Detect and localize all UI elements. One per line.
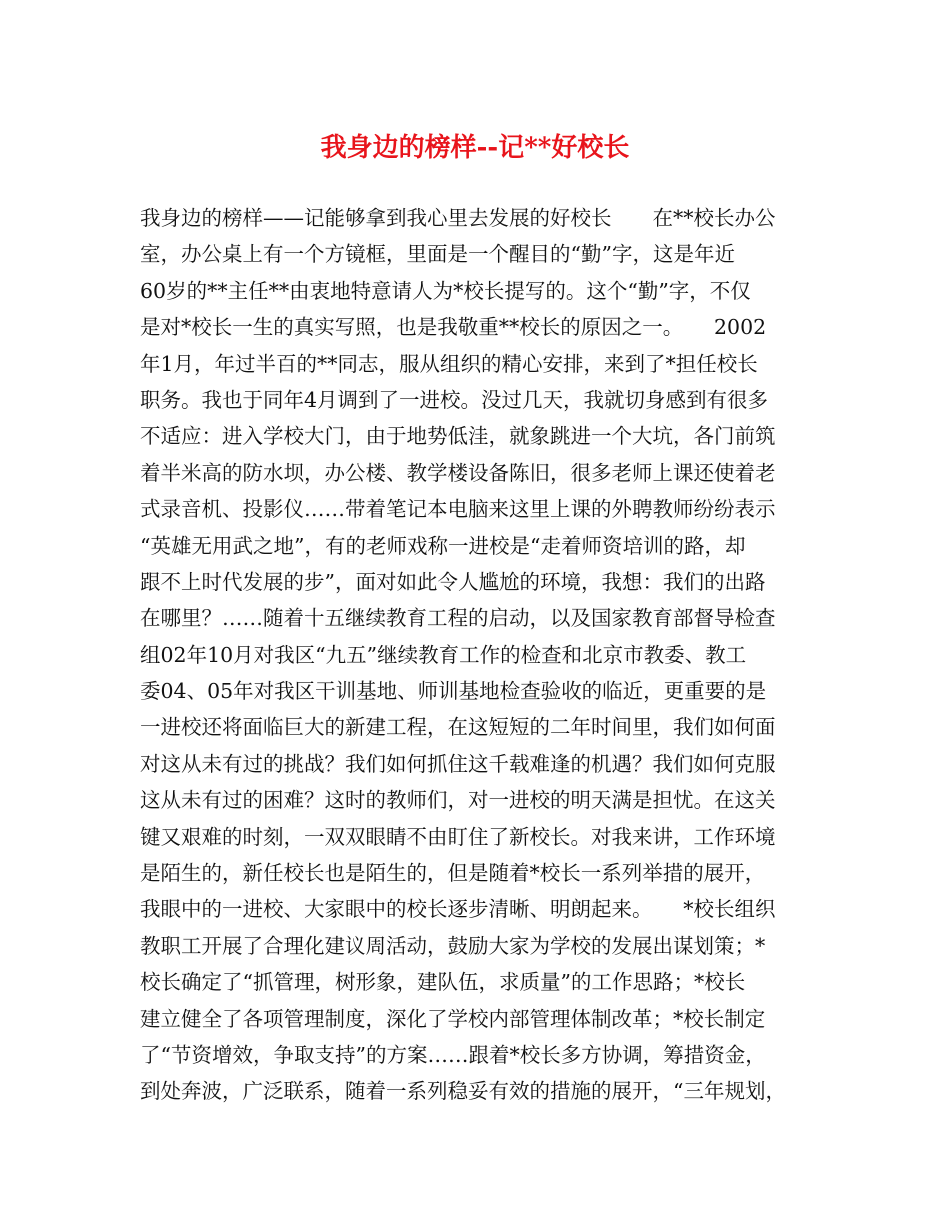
body-line: 室，办公桌上有一个方镜框，里面是一个醒目的“勤”字，这是年近	[140, 242, 735, 267]
body-line: 键又艰难的时刻，一双双眼睛不由盯住了新校长。对我来讲，工作环境	[140, 824, 776, 849]
document-title: 我身边的榜样--记**好校长	[320, 133, 630, 163]
body-line: 委04、05年对我区干训基地、师训基地检查验收的临近，更重要的是	[140, 679, 767, 704]
body-line: 建立健全了各项管理制度，深化了学校内部管理体制改革；*校长制定	[140, 1006, 766, 1031]
body-line: 教职工开展了合理化建议周活动，鼓励大家为学校的发展出谋划策；*	[140, 933, 766, 958]
body-line: 是陌生的，新任校长也是陌生的，但是随着*校长一系列举措的展开，	[140, 861, 766, 886]
body-line: 我身边的榜样——记能够拿到我心里去发展的好校长 在**校长办公	[140, 206, 776, 230]
body-line: 对这从未有过的挑战？我们如何抓住这千载难逢的机遇？我们如何克服	[140, 751, 776, 776]
body-line: 60岁的**主任**由衷地特意请人为*校长提写的。这个“勤”字，不仅	[140, 278, 751, 303]
body-line: 校长确定了“抓管理，树形象，建队伍，求质量”的工作思路；*校长	[140, 970, 746, 995]
body-line: “英雄无用武之地”，有的老师戏称一进校是“走着师资培训的路，却	[140, 533, 746, 558]
body-line: 了“节资增效，争取支持”的方案……跟着*校长多方协调，筹措资金，	[140, 1042, 766, 1067]
body-line: 职务。我也于同年4月调到了一进校。没过几天，我就切身感到有很多	[140, 387, 769, 412]
body-line: 这从未有过的困难？这时的教师们，对一进校的明天满是担忧。在这关	[140, 788, 776, 813]
body-line: 不适应：进入学校大门，由于地势低洼，就象跳进一个大坑，各门前筑	[140, 424, 776, 449]
body-line: 跟不上时代发展的步”，面对如此令人尴尬的环境，我想：我们的出路	[140, 569, 766, 594]
body-line: 一进校还将面临巨大的新建工程，在这短短的二年时间里，我们如何面	[140, 715, 776, 740]
body-line: 我眼中的一进校、大家眼中的校长逐步清晰、明朗起来。 *校长组织	[140, 897, 776, 922]
body-line: 组02年10月对我区“九五”继续教育工作的检查和北京市教委、教工	[140, 642, 747, 667]
body-line: 着半米高的防水坝，办公楼、教学楼设备陈旧，很多老师上课还使着老	[140, 460, 776, 485]
body-line: 是对*校长一生的真实写照，也是我敬重**校长的原因之一。 2002	[140, 315, 767, 340]
body-line: 在哪里？……随着十五继续教育工程的启动，以及国家教育部督导检查	[140, 606, 776, 631]
document-body	[140, 200, 820, 1110]
body-line: 年1月，年过半百的**同志，服从组织的精心安排，来到了*担任校长	[140, 351, 758, 376]
body-line: 式录音机、投影仪……带着笔记本电脑来这里上课的外聘教师纷纷表示	[140, 497, 776, 522]
body-line: 到处奔波，广泛联系，随着一系列稳妥有效的措施的展开，“三年规划，	[140, 1079, 786, 1104]
